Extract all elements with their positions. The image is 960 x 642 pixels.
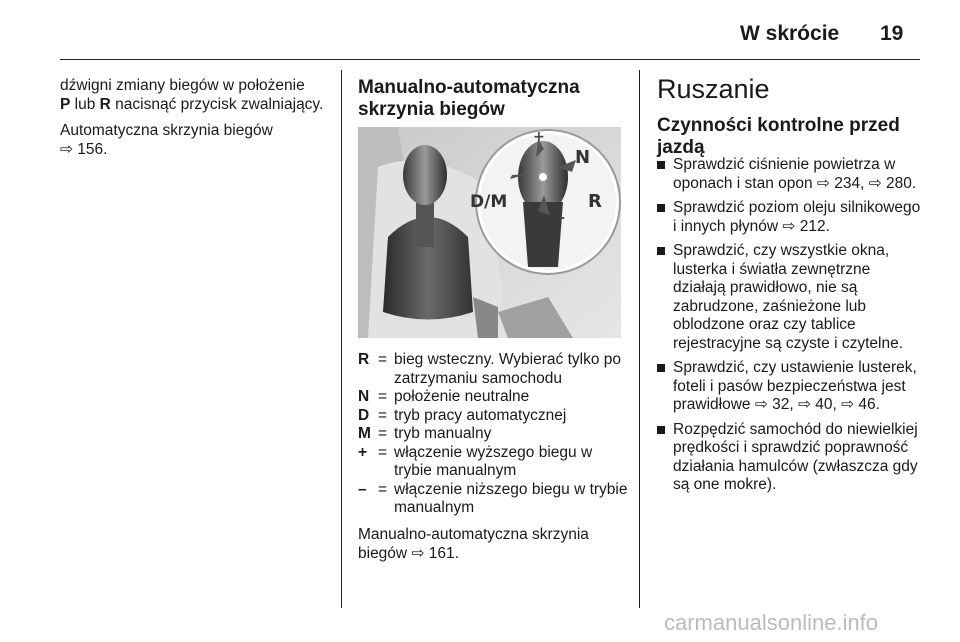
checklist-item-text: Sprawdzić, czy ustawienie lusterek, foteli i pasów bezpieczeństwa jest prawidłowe ⇨ 32, ⇨ 40, ⇨ 46. (673, 359, 917, 413)
gear-r-label: R (99, 95, 111, 113)
checklist (657, 156, 927, 501)
middle-footer (358, 526, 628, 571)
checklist-item (657, 421, 927, 495)
checklist-item (657, 156, 927, 193)
svg-text:–: – (558, 210, 565, 226)
column-divider-left (341, 70, 342, 608)
label-n: N (575, 147, 591, 168)
checklist-item (657, 242, 927, 353)
text-span: dźwigni zmiany biegów w położenie (60, 77, 305, 94)
legend-equals: = (378, 388, 388, 405)
checklist-item-text: Rozpędzić samochód do niewielkiej prędkości i sprawdzić poprawność działania hamulców (zwłaszcza gdy są one mokre). (673, 420, 918, 493)
legend-equals: = (378, 406, 388, 424)
page-reference[interactable]: ⇨ 161. (411, 544, 459, 562)
checklist-item (657, 199, 927, 236)
checklist-item-text: Sprawdzić poziom oleju silnikowego i innych płynów ⇨ 212. (673, 199, 921, 235)
legend-key: M (358, 425, 371, 442)
left-paragraph-1 (60, 77, 325, 114)
left-paragraph-2 (60, 122, 325, 159)
label-dm: D/M (470, 192, 508, 212)
gear-lever-illustration (358, 127, 621, 338)
checklist-item-text: Sprawdzić, czy wszystkie okna, lusterka i światła zewnętrzne działają prawidłowo, nie są zabrudzone, zaśnieżone lub oblodzone oraz czy tablice rejestracyjne są czyste i czytelne. (673, 242, 904, 352)
gear-p-label: P (60, 95, 71, 113)
label-r: R (588, 191, 602, 212)
text-span: Manualno-automatyczna skrzynia biegów (358, 526, 589, 562)
section-heading-ruszanie: Ruszanie (657, 74, 770, 104)
legend-row (358, 444, 628, 481)
legend-key: – (358, 480, 367, 498)
legend-equals: = (378, 425, 388, 442)
bullet-square-icon (657, 161, 665, 169)
text-span: nacisnąć przycisk zwalniający. (110, 95, 324, 113)
legend-key: + (358, 443, 368, 461)
legend-key: N (358, 388, 370, 405)
page-number: 19 (880, 22, 904, 45)
legend-text: tryb manualny (394, 425, 492, 442)
legend-row (358, 425, 628, 444)
legend-equals: = (378, 443, 388, 461)
gear-legend (358, 351, 628, 518)
bullet-square-icon (657, 426, 665, 434)
legend-text: włączenie niższego biegu w trybie manualnym (394, 480, 628, 516)
watermark: carmanualsonline.info (664, 610, 879, 635)
legend-text: położenie neutralne (394, 388, 530, 405)
bullet-square-icon (657, 364, 665, 372)
header-title: W skrócie (740, 22, 840, 45)
bullet-square-icon (657, 247, 665, 255)
header-divider (60, 59, 920, 60)
left-column (60, 77, 325, 167)
checklist-item (657, 359, 927, 415)
svg-text:+: + (533, 129, 545, 145)
section-heading-gearbox: Manualno-automatyczna skrzynia biegów (358, 77, 580, 120)
checklist-item-text: Sprawdzić ciśnienie powietrza w oponach i stan opon ⇨ 234, ⇨ 280. (673, 156, 917, 192)
legend-text: włączenie wyższego biegu w trybie manualnym (394, 443, 593, 479)
legend-key: D (358, 406, 370, 424)
legend-row (358, 481, 628, 518)
legend-row (358, 388, 628, 407)
legend-key: R (358, 351, 370, 368)
legend-equals: = (378, 351, 388, 368)
legend-row (358, 407, 628, 426)
text-span: Automatyczna skrzynia biegów (60, 122, 273, 139)
bullet-square-icon (657, 204, 665, 212)
legend-text: bieg wsteczny. Wybierać tylko po zatrzymaniu samochodu (394, 351, 621, 387)
legend-equals: = (378, 480, 388, 498)
legend-text: tryb pracy automatycznej (394, 406, 567, 424)
text-span: lub (70, 95, 100, 113)
column-divider-right (639, 70, 640, 608)
page-reference[interactable]: ⇨ 156. (60, 140, 108, 158)
legend-row (358, 351, 628, 388)
subheading-checks: Czynności kontrolne przed jazdą (657, 115, 900, 158)
